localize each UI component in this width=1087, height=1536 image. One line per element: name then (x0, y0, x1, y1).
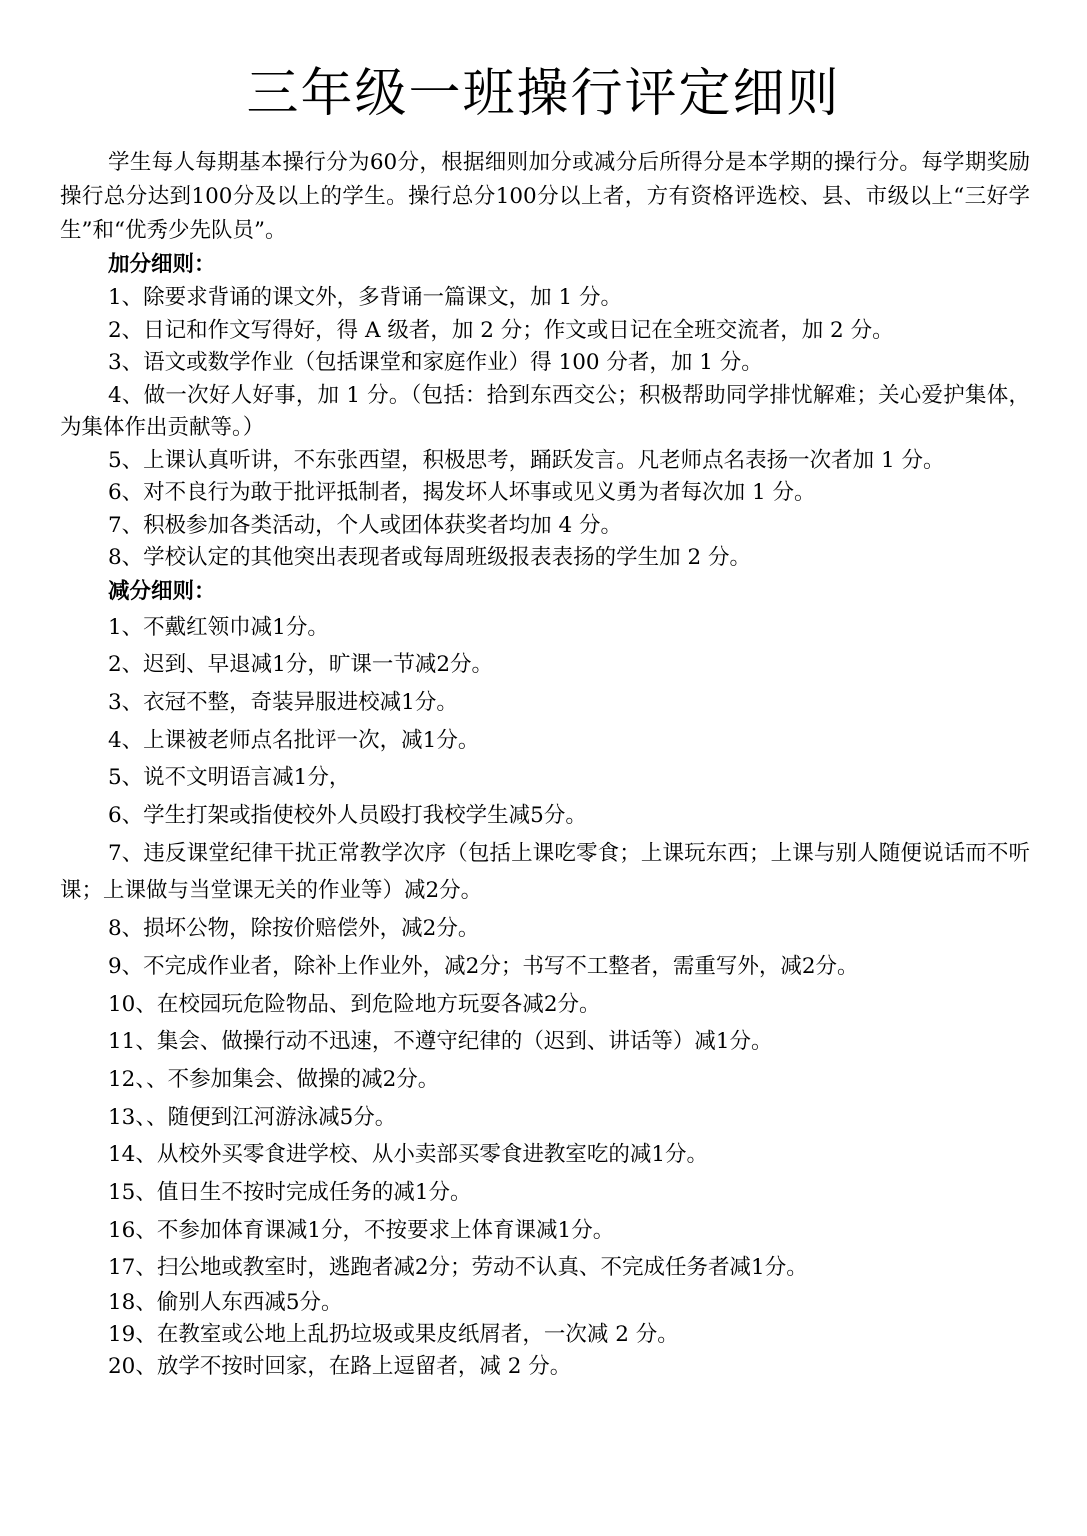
add-rule-item: 8、学校认定的其他突出表现者或每周班级报表表扬的学生加 2 分。 (108, 545, 752, 570)
add-rule-item: 5、上课认真听讲，不东张西望，积极思考，踊跃发言。凡老师点名表扬一次者加 1 分。 (108, 447, 945, 473)
subtract-section-heading: 减分细则： (108, 578, 216, 604)
add-rule-item: 4、做一次好人好事，加 1 分。（包括：拾到东西交公；积极帮助同学排忧解难；关心爱护集体，为集体作出贡献等。） (60, 382, 1030, 440)
subtract-rule-item: 1、不戴红领巾减1分。 (108, 614, 329, 640)
subtract-rule-item: 19、在教室或公地上乱扔垃圾或果皮纸屑者，一次减 2 分。 (108, 1322, 679, 1348)
subtract-rule-item: 17、扫公地或教室时，逃跑者减2分；劳动不认真、不完成任务者减1分。 (108, 1255, 808, 1281)
subtract-rule-item: 2、迟到、早退减1分，旷课一节减2分。 (108, 652, 494, 678)
add-rule-item: 3、语文或数学作业（包括课堂和家庭作业）得 100 分者，加 1 分。 (108, 350, 763, 375)
intro-paragraph: 学生每人每期基本操行分为60分，根据细则加分或减分后所得分是本学期的操行分。每学期奖励操行总分达到100分及以上的学生。操行总分100分以上者，方有资格评选校、县、市级以上“三好学生”和“优秀少先队员”。 (60, 150, 1030, 243)
subtract-rule-item: 18、偷别人东西减5分。 (108, 1290, 343, 1316)
add-rules-list (60, 282, 1030, 575)
subtract-rule-item: 6、学生打架或指使校外人员殴打我校学生减5分。 (108, 803, 587, 829)
document-title: 三年级一班操行评定细则 (246, 64, 841, 124)
subtract-rule-item: 15、值日生不按时完成任务的减1分。 (108, 1180, 472, 1206)
subtract-rule-item: 11、集会、做操行动不迅速，不遵守纪律的（迟到、讲话等）减1分。 (108, 1029, 773, 1055)
subtract-rule-item: 20、放学不按时回家，在路上逗留者，减 2 分。 (108, 1354, 572, 1380)
subtract-rule-item: 13、、随便到江河游泳减5分。 (108, 1104, 397, 1130)
subtract-rule-item: 9、不完成作业者，除补上作业外，减2分；书写不工整者，需重写外，减2分。 (108, 953, 859, 979)
add-rule-item: 6、对不良行为敢于批评抵制者，揭发坏人坏事或见义勇为者每次加 1 分。 (108, 480, 816, 505)
document-body (60, 146, 1030, 1383)
subtract-rule-item: 3、衣冠不整，奇装异服进校减1分。 (108, 689, 458, 715)
subtract-rule-item: 8、损坏公物，除按价赔偿外，减2分。 (108, 916, 480, 942)
add-rule-item: 2、日记和作文写得好，得 A 级者，加 2 分；作文或日记在全班交流者，加 2 分。 (108, 317, 894, 343)
subtract-rules-list (60, 609, 1030, 1384)
subtract-rule-item: 4、上课被老师点名批评一次，减1分。 (108, 727, 480, 753)
subtract-rule-item: 7、违反课堂纪律干扰正常教学次序（包括上课吃零食；上课玩东西；上课与别人随便说话而不听课；上课做与当堂课无关的作业等）减2分。 (60, 840, 1030, 904)
add-rule-item: 7、积极参加各类活动，个人或团体获奖者均加 4 分。 (108, 512, 623, 538)
subtract-rule-item: 12、、不参加集会、做操的减2分。 (108, 1066, 440, 1092)
add-section-heading: 加分细则： (108, 252, 216, 277)
subtract-rule-item: 5、说不文明语言减1分， (108, 765, 351, 791)
subtract-rule-item: 14、从校外买零食进学校、从小卖部买零食进教室吃的减1分。 (108, 1142, 709, 1168)
subtract-rule-item: 10、在校园玩危险物品、到危险地方玩耍各减2分。 (108, 991, 601, 1017)
add-rule-item: 1、除要求背诵的课文外，多背诵一篇课文，加 1 分。 (108, 285, 623, 310)
subtract-rule-item: 16、不参加体育课减1分，不按要求上体育课减1分。 (108, 1217, 615, 1243)
